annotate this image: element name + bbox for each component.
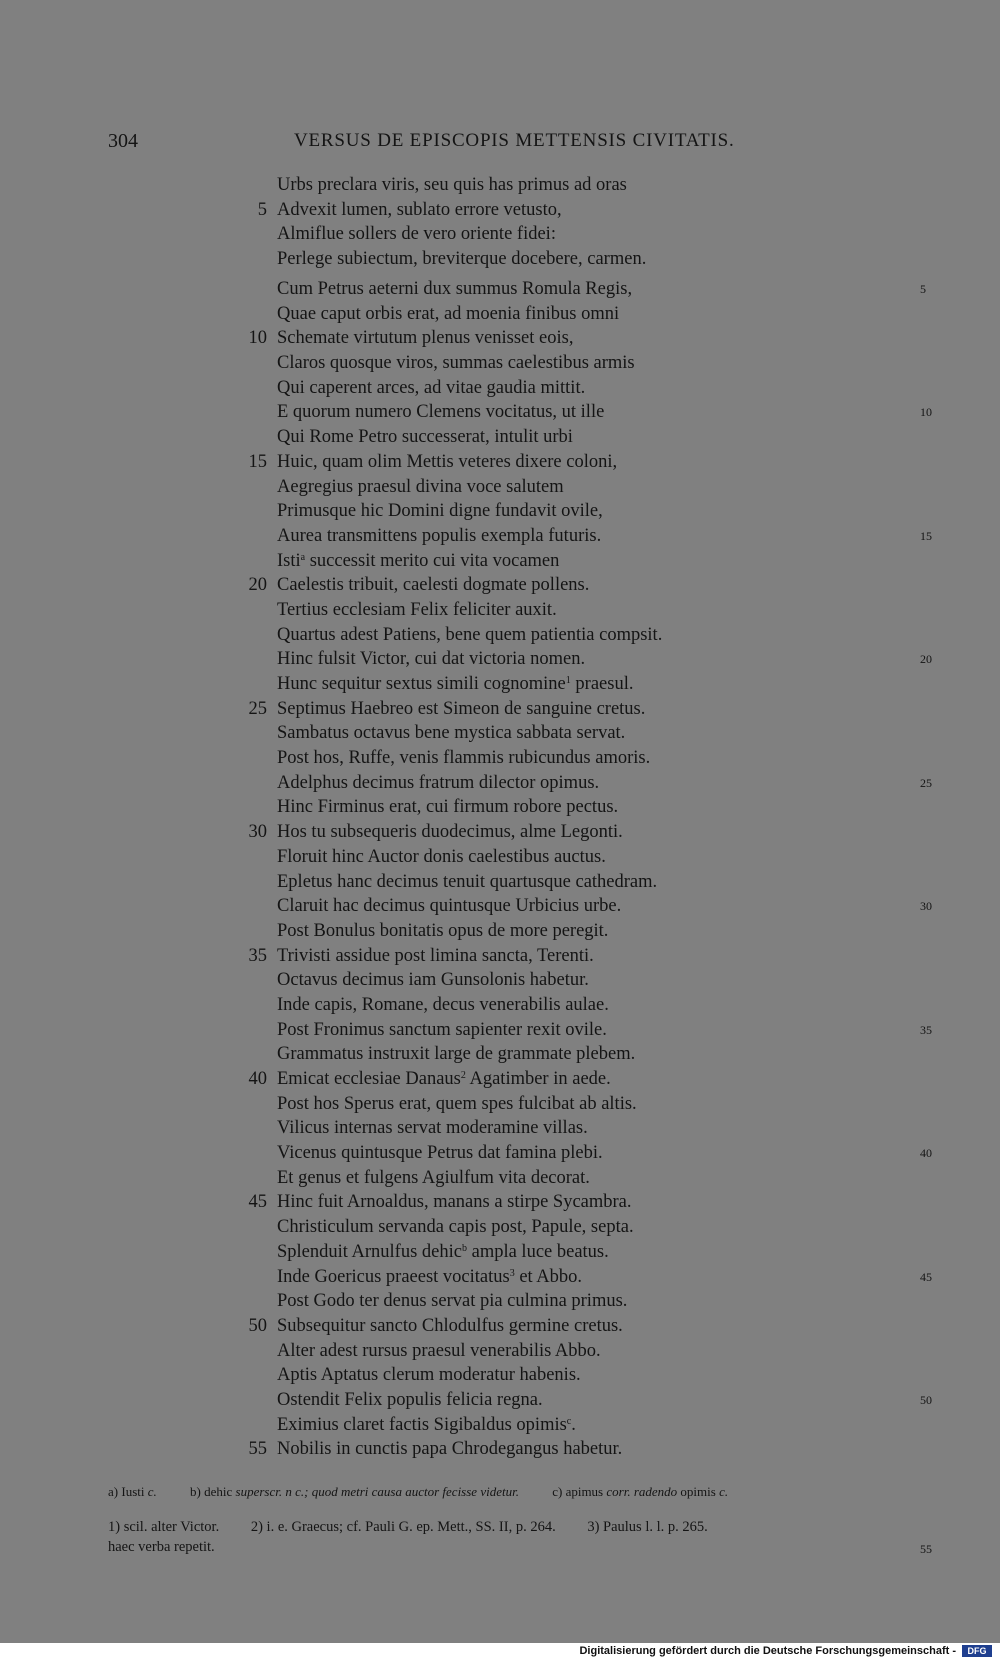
footnote-3: 3) Paulus l. l. p. 265.: [587, 1519, 708, 1535]
line-number-left: 50: [248, 1315, 267, 1336]
verse-text: Grammatus instruxit large de grammate plebem.: [277, 1044, 636, 1065]
verse-text: Octavus decimus iam Gunsolonis habetur.: [277, 970, 589, 991]
verse-line: [240, 1339, 940, 1364]
verse-text: Subsequitur sancto Chlodulfus germine cretus.: [277, 1315, 623, 1336]
verse-text: Perlege subiectum, breviterque docebere, carmen.: [277, 249, 647, 270]
verse-line: [240, 524, 940, 549]
verse-line: [240, 1265, 940, 1290]
verse-text: Caelestis tribuit, caelesti dogmate pollens.: [277, 575, 590, 596]
verse-text: E quorum numero Clemens vocitatus, ut ille: [277, 402, 605, 423]
verse-text: Trivisti assidue post limina sancta, Terenti.: [277, 945, 594, 966]
verse-text: Epletus hanc decimus tenuit quartusque cathedram.: [277, 871, 658, 892]
verse-line: [240, 222, 940, 247]
page-header: [108, 130, 938, 160]
verse-line: [240, 499, 940, 524]
footnote-marker: 2: [460, 1070, 466, 1081]
verse-text: Tertius ecclesiam Felix feliciter auxit.: [277, 599, 557, 620]
verse-text: Schemate virtutum plenus venisset eois,: [277, 328, 574, 349]
line-number-left: 20: [248, 575, 267, 596]
verse-text: Aegregius praesul divina voce salutem: [277, 476, 564, 497]
line-number-left: 55: [248, 1439, 267, 1460]
dfg-logo: DFG: [962, 1645, 992, 1657]
verse-text: Post Fronimus sanctum sapienter rexit ovile.: [277, 1019, 607, 1040]
line-number-left: 5: [257, 199, 267, 220]
verse-line: [240, 771, 940, 796]
verse-text: Aptis Aptatus clerum moderatur habenis.: [277, 1365, 581, 1386]
verse-stanza-intro: [240, 173, 940, 272]
verse-line: [240, 277, 940, 302]
footnote-marker: a: [300, 551, 306, 563]
verse-line: [240, 1413, 940, 1438]
verse-line: [240, 1363, 940, 1388]
footnote-continuation: haec verba repetit.: [108, 1539, 215, 1555]
verse-line: [240, 1018, 940, 1043]
verse-text: Sambatus octavus bene mystica sabbata servat.: [277, 723, 626, 744]
verse-line: [240, 1190, 940, 1215]
verse-text: Advexit lumen, sublato errore vetusto,: [277, 199, 562, 220]
verse-stanza-main: [240, 277, 940, 1462]
apparatus-note-c: c) apimus corr. radendo opimis c.: [552, 1484, 729, 1499]
line-number-right: 30: [920, 899, 932, 914]
verse-text: Qui caperent arces, ad vitae gaudia mittit.: [277, 377, 586, 398]
verse-line: [240, 326, 940, 351]
verse-line: [240, 1141, 940, 1166]
line-number-left: 40: [248, 1069, 267, 1089]
verse-text: Cum Petrus aeterni dux summus Romula Regis,: [277, 279, 633, 299]
verse-line: [240, 173, 940, 198]
verse-text: Christiculum servanda capis post, Papule, septa.: [277, 1217, 634, 1238]
line-number-right: 15: [920, 528, 932, 543]
verse-line: [240, 598, 940, 623]
verse-line: [240, 795, 940, 820]
verse-line: [240, 993, 940, 1018]
footnote-marker: 1: [565, 675, 571, 686]
footnote-marker: 3: [509, 1267, 515, 1279]
footnote-1: 1) scil. alter Victor.: [108, 1519, 220, 1535]
apparatus-note-b: b) dehic superscr. n c.; quod metri causa auctor fecisse videtur.: [190, 1484, 519, 1499]
verse-line: [240, 623, 940, 648]
verse-text: Inde Goericus praeest vocitatus$^3$ et Abbo.: [277, 1266, 583, 1287]
verse-line: [240, 198, 940, 223]
verse-line: [240, 1388, 940, 1413]
verse-line: [240, 672, 940, 697]
verse-text: Emicat ecclesiae Danaus$^2$ Agatimber in aede.: [277, 1069, 611, 1089]
verse-text: Primusque hic Domini digne fundavit ovile,: [277, 501, 603, 522]
verse-line: [240, 1437, 940, 1462]
verse-text: Post Godo ter denus servat pia culmina primus.: [277, 1291, 628, 1312]
verse-text: Hinc fulsit Victor, cui dat victoria nomen.: [277, 649, 586, 670]
verse-line: [240, 944, 940, 969]
line-number-right: 40: [920, 1146, 932, 1161]
verse-line: [240, 376, 940, 401]
line-number-right: 5: [920, 282, 926, 296]
verse-line: [240, 647, 940, 672]
line-number-left: 25: [248, 698, 267, 719]
verse-text: Inde capis, Romane, decus venerabilis aulae.: [277, 994, 609, 1015]
verse-line: [240, 697, 940, 722]
running-title: VERSUS DE EPISCOPIS METTENSIS CIVITATIS.: [294, 130, 735, 151]
verse-line: [240, 351, 940, 376]
verse-line: [240, 573, 940, 598]
verse-text: Isti$^a$ successit merito cui vita vocamen: [277, 550, 560, 571]
digitization-footer: [0, 1643, 1000, 1660]
verse-text: Almiflue sollers de vero oriente fidei:: [277, 224, 556, 245]
line-number-right: 20: [920, 652, 932, 667]
line-number-left: 45: [248, 1192, 267, 1213]
footnote-2: 2) i. e. Graecus; cf. Pauli G. ep. Mett., SS. II, p. 264.: [250, 1519, 556, 1535]
verse-text: Vilicus internas servat moderamine villas.: [277, 1118, 588, 1139]
verse-text: Et genus et fulgens Agiulfum vita decorat.: [277, 1167, 590, 1188]
verse-line: [240, 1240, 940, 1265]
verse-text: Hinc Firminus erat, cui firmum robore pectus.: [277, 797, 619, 818]
verse-text: Alter adest rursus praesul venerabilis Abbo.: [277, 1340, 601, 1361]
verse-text: Splenduit Arnulfus dehic$^b$ ampla luce beatus.: [277, 1241, 609, 1262]
verse-text: Nobilis in cunctis papa Chrodegangus habetur.: [277, 1439, 623, 1460]
verse-line: [240, 1042, 940, 1067]
page-number: 304: [108, 130, 138, 152]
verse-line: [240, 1092, 940, 1117]
verse-text: Hos tu subsequeris duodecimus, alme Legonti.: [277, 822, 623, 843]
verse-line: [240, 1116, 940, 1141]
line-number-left: 15: [248, 451, 267, 472]
verse-text: Quae caput orbis erat, ad moenia finibus omni: [277, 303, 620, 324]
verse-text: Claruit hac decimus quintusque Urbicius urbe.: [277, 896, 622, 917]
line-number-right: 35: [920, 1022, 932, 1037]
verse-line: [240, 1166, 940, 1191]
footnotes: [108, 1517, 938, 1557]
verse-text: Post hos Sperus erat, quem spes fulcibat ab altis.: [277, 1093, 637, 1114]
verse-line: [240, 968, 940, 993]
verse-text: Hunc sequitur sextus simili cognomine$^1$ praesul.: [277, 674, 634, 694]
verse-line: [240, 845, 940, 870]
verse-text: Hinc fuit Arnoaldus, manans a stirpe Sycambra.: [277, 1192, 632, 1213]
apparatus-notes: [108, 1484, 758, 1500]
footnote-marker: c: [566, 1415, 572, 1427]
verse-line: [240, 894, 940, 919]
verse-line: [240, 919, 940, 944]
verse-text: Ostendit Felix populis felicia regna.: [277, 1389, 543, 1410]
verse-line: [240, 425, 940, 450]
verse-line: [240, 302, 940, 327]
verse-line: [240, 1289, 940, 1314]
verse-line: [240, 721, 940, 746]
verse-text: Huic, quam olim Mettis veteres dixere coloni,: [277, 451, 618, 472]
verse-text: Adelphus decimus fratrum dilector opimus.: [277, 772, 600, 793]
line-number-left: 30: [248, 822, 267, 843]
verse-text: Post hos, Ruffe, venis flammis rubicundus amoris.: [277, 748, 651, 769]
line-number-left: 35: [248, 945, 267, 966]
verse-text: Floruit hinc Auctor donis caelestibus auctus.: [277, 846, 606, 867]
verse-line: [240, 870, 940, 895]
verse-text: Claros quosque viros, summas caelestibus armis: [277, 353, 635, 374]
verse-line: [240, 1067, 940, 1092]
verse-line: [240, 400, 940, 425]
verse-text: Septimus Haebreo est Simeon de sanguine cretus.: [277, 698, 646, 719]
verse-line: [240, 746, 940, 771]
line-number-right: 45: [920, 1269, 932, 1284]
verse-line: [240, 475, 940, 500]
verse-line: [240, 1215, 940, 1240]
line-number-right: 25: [920, 775, 932, 790]
line-number-right: 10: [920, 405, 932, 420]
verse-line: [240, 549, 940, 574]
verse-line: [240, 450, 940, 475]
verse-line: [240, 820, 940, 845]
verse-line: [240, 1314, 940, 1339]
verse-text: Aurea transmittens populis exempla futuris.: [277, 525, 602, 546]
apparatus-note-a: a) Iusti c.: [108, 1484, 157, 1499]
line-number-left: 10: [248, 328, 267, 349]
verse-text: Eximius claret factis Sigibaldus opimis$^c$.: [277, 1414, 576, 1435]
verse-text: Qui Rome Petro successerat, intulit urbi: [277, 427, 573, 448]
footer-credit: Digitalisierung gefördert durch die Deutsche Forschungsgemeinschaft -: [579, 1645, 956, 1657]
footnote-marker: b: [461, 1242, 467, 1254]
verse-text: Quartus adest Patiens, bene quem patientia compsit.: [277, 624, 663, 645]
line-number-right: 55: [920, 1542, 932, 1556]
verse-text: Urbs preclara viris, seu quis has primus ad oras: [277, 175, 627, 195]
line-number-right: 50: [920, 1392, 932, 1407]
verse-text: Post Bonulus bonitatis opus de more peregit.: [277, 920, 609, 941]
verse-text: Vicenus quintusque Petrus dat famina plebi.: [277, 1143, 603, 1164]
verse-line: [240, 247, 940, 272]
